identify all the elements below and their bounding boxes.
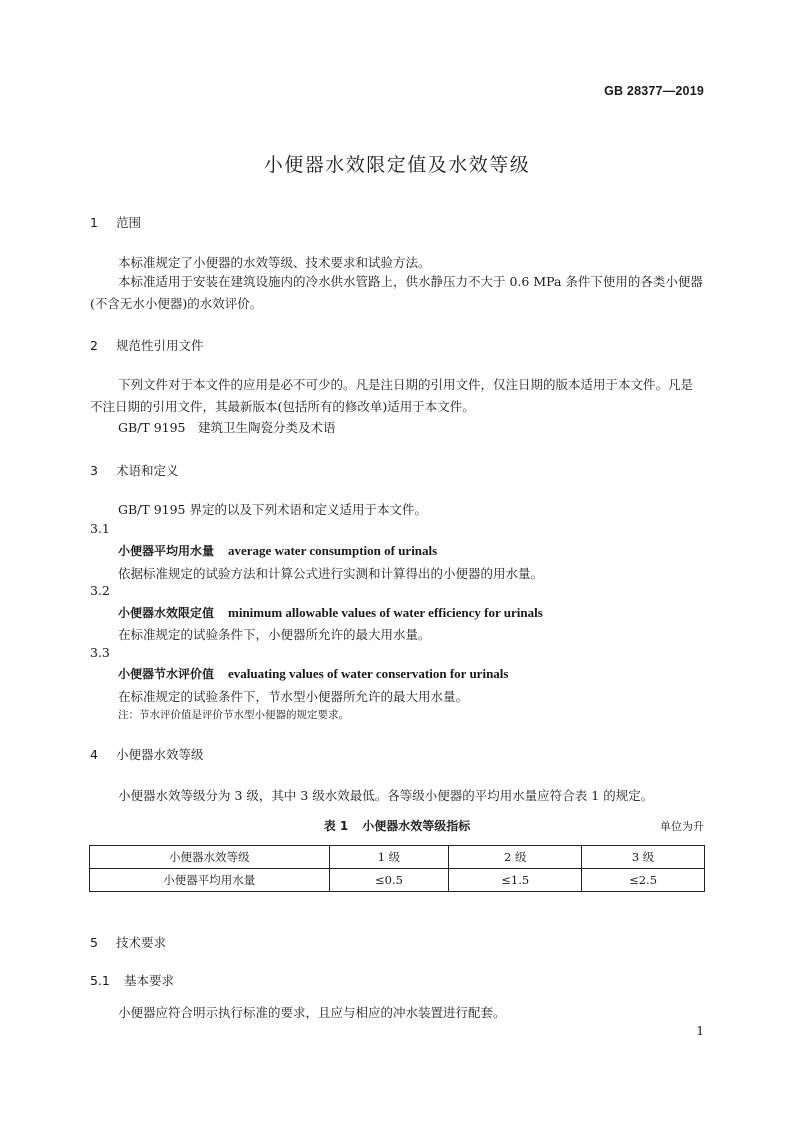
standard-number: GB 28377—2019 — [604, 84, 704, 98]
table-label: 表 1 — [323, 819, 349, 833]
section-1-heading — [90, 213, 141, 231]
term-heading — [118, 542, 437, 559]
term-number: 3.3 — [90, 645, 110, 660]
table-unit: 单位为升 — [660, 820, 704, 833]
note: 注：节水评价值是评价节水型小便器的规定要求。 — [118, 709, 349, 721]
term-number: 3.1 — [90, 521, 110, 536]
paragraph: 小便器水效等级分为 3 级，其中 3 级水效最低。各等级小便器的平均用水量应符合表 1 的规定。 — [118, 788, 654, 803]
term-en: minimum allowable values of water efficiency for urinals — [228, 605, 543, 620]
table-header-cell: 小便器水效等级 — [90, 846, 330, 869]
table-title: 小便器水效等级指标 — [362, 819, 471, 833]
term-number: 3.2 — [90, 583, 110, 598]
term-definition: 在标准规定的试验条件下，小便器所允许的最大用水量。 — [118, 627, 431, 642]
section-title: 术语和定义 — [116, 463, 179, 478]
section-title: 小便器水效等级 — [116, 747, 204, 762]
section-number: 4 — [90, 747, 98, 762]
section-4-heading — [90, 745, 204, 763]
section-3-heading — [90, 461, 179, 479]
table-cell: ≤0.5 — [329, 869, 449, 892]
subsection-5-1-heading — [90, 971, 174, 989]
normative-reference: GB/T 9195 建筑卫生陶瓷分类及术语 — [118, 420, 336, 435]
table-cell: ≤2.5 — [582, 869, 705, 892]
paragraph: 小便器应符合明示执行标准的要求，且应与相应的冲水装置进行配套。 — [118, 1005, 506, 1020]
section-number: 5 — [90, 935, 98, 950]
subsection-title: 基本要求 — [124, 973, 175, 988]
table-cell: 小便器平均用水量 — [90, 869, 330, 892]
term-zh: 小便器水效限定值 — [118, 606, 215, 620]
term-en: evaluating values of water conservation for urinals — [228, 666, 509, 681]
section-number: 2 — [90, 338, 98, 353]
table-header-cell: 3 级 — [582, 846, 705, 869]
section-title: 技术要求 — [116, 935, 167, 950]
document-title: 小便器水效限定值及水效等级 — [263, 154, 531, 176]
term-heading — [118, 665, 508, 682]
section-5-heading — [90, 933, 166, 951]
paragraph: 本标准适用于安装在建筑设施内的冷水供水管路上，供水静压力不大于 0.6 MPa 条件下使用的各类小便器(不含无水小便器)的水效评价。 — [90, 274, 703, 311]
term-definition: 依据标准规定的试验方法和计算公式进行实测和计算得出的小便器的用水量。 — [118, 566, 544, 581]
section-title: 规范性引用文件 — [116, 338, 204, 353]
paragraph: 下列文件对于本文件的应用是必不可少的。凡是注日期的引用文件，仅注日期的版本适用于本文件。凡是不注日期的引用文件，其最新版本(包括所有的修改单)适用于本文件。 — [90, 377, 694, 414]
water-efficiency-grade-table — [89, 845, 705, 892]
term-zh: 小便器平均用水量 — [118, 544, 215, 558]
term-definition: 在标准规定的试验条件下，节水型小便器所允许的最大用水量。 — [118, 689, 469, 704]
section-2-heading — [90, 336, 204, 354]
term-zh: 小便器节水评价值 — [118, 667, 215, 681]
section-number: 1 — [90, 215, 98, 230]
table-header-cell: 2 级 — [449, 846, 582, 869]
page-number: 1 — [696, 1024, 704, 1038]
term-heading — [118, 604, 543, 621]
paragraph: GB/T 9195 界定的以及下列术语和定义适用于本文件。 — [118, 502, 427, 517]
paragraph: 本标准规定了小便器的水效等级、技术要求和试验方法。 — [118, 255, 431, 270]
table-cell: ≤1.5 — [449, 869, 582, 892]
term-en: average water consumption of urinals — [228, 543, 438, 558]
subsection-number: 5.1 — [90, 973, 110, 988]
section-title: 范围 — [116, 215, 142, 230]
table-row — [90, 869, 705, 892]
table-header-cell: 1 级 — [329, 846, 449, 869]
table-header-row — [90, 846, 705, 869]
section-number: 3 — [90, 463, 98, 478]
